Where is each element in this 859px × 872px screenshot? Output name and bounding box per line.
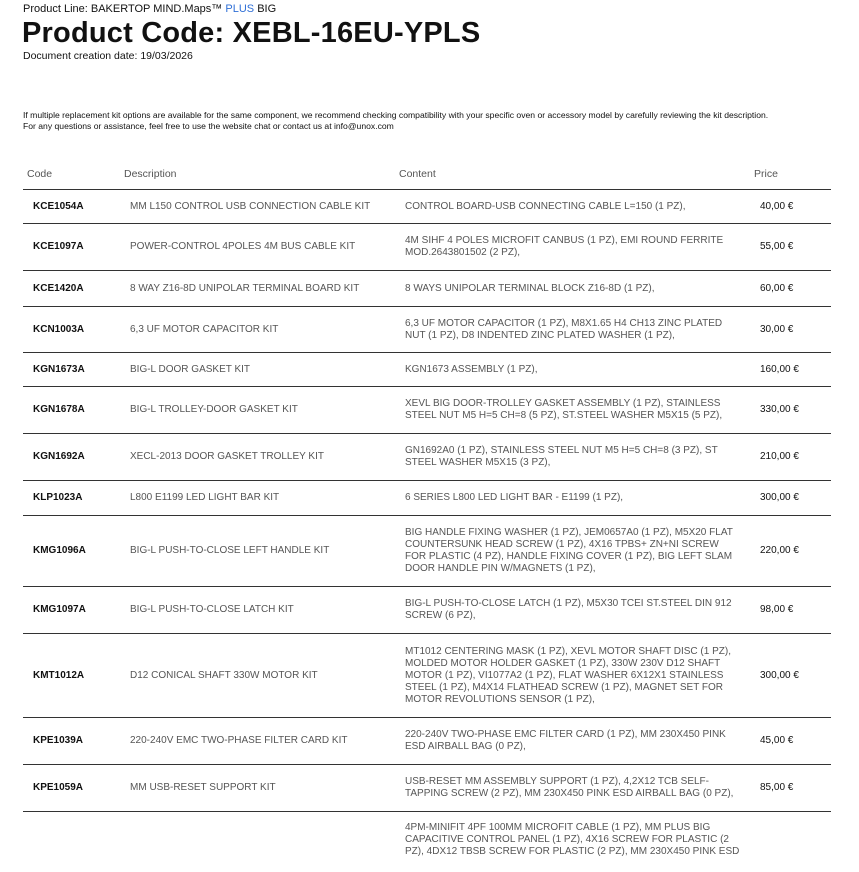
table-row xyxy=(23,516,831,587)
cell-content: KGN1673 ASSEMBLY (1 PZ), xyxy=(405,363,538,375)
table-row xyxy=(23,765,831,812)
product-line-suffix: BIG xyxy=(257,3,277,15)
cell-code: KMG1097A xyxy=(33,604,86,615)
table-row xyxy=(23,271,831,307)
cell-price: 300,00 € xyxy=(760,669,799,681)
notice xyxy=(23,110,843,132)
cell-description: L800 E1199 LED LIGHT BAR KIT xyxy=(130,492,280,503)
table-row xyxy=(23,190,831,224)
column-header-price: Price xyxy=(754,168,778,180)
cell-content: CONTROL BOARD-USB CONNECTING CABLE L=150 (1 PZ), xyxy=(405,200,686,212)
cell-content: 220-240V TWO-PHASE EMC FILTER CARD (1 PZ), MM 230X450 PINK ESD AIRBALL BAG (0 PZ), xyxy=(405,729,726,752)
column-header-description: Description xyxy=(124,168,177,180)
cell-price: 300,00 € xyxy=(760,492,799,503)
cell-description: POWER-CONTROL 4POLES 4M BUS CABLE KIT xyxy=(130,241,356,252)
cell-description: BIG-L DOOR GASKET KIT xyxy=(130,363,251,375)
column-header-code: Code xyxy=(27,168,53,180)
table-row xyxy=(23,224,831,271)
cell-code: KMG1096A xyxy=(33,545,86,556)
cell-price: 160,00 € xyxy=(760,363,799,375)
cell-description: MM L150 CONTROL USB CONNECTION CABLE KIT xyxy=(130,200,371,212)
cell-description: XECL-2013 DOOR GASKET TROLLEY KIT xyxy=(130,451,324,462)
cell-code: KGN1673A xyxy=(33,363,85,375)
cell-code: KPE1039A xyxy=(33,735,84,746)
cell-description: D12 CONICAL SHAFT 330W MOTOR KIT xyxy=(130,669,318,681)
cell-description: BIG-L PUSH-TO-CLOSE LATCH KIT xyxy=(130,604,294,615)
cell-price: 330,00 € xyxy=(760,404,799,415)
cell-price: 98,00 € xyxy=(760,604,794,615)
cell-code: KMT1012A xyxy=(33,669,85,681)
cell-price: 210,00 € xyxy=(760,451,799,462)
cell-code: KLP1023A xyxy=(33,492,83,503)
table-body xyxy=(23,190,831,872)
cell-code: KCE1097A xyxy=(33,241,84,252)
product-line-plus: PLUS xyxy=(225,3,255,15)
cell-description: 8 WAY Z16-8D UNIPOLAR TERMINAL BOARD KIT xyxy=(130,282,360,294)
cell-price: 30,00 € xyxy=(760,323,794,335)
column-header-content: Content xyxy=(399,168,436,180)
table-row xyxy=(23,307,831,353)
cell-content: BIG-L PUSH-TO-CLOSE LATCH (1 PZ), M5X30 TCEI ST.STEEL DIN 912 SCREW (6 PZ), xyxy=(405,598,732,621)
cell-content: MT1012 CENTERING MASK (1 PZ), XEVL MOTOR SHAFT DISC (1 PZ), MOLDED MOTOR HOLDER GASKET (1 PZ), 330W 230V D12 SHAFT MOTOR (1 PZ), VI1077A2 (1 PZ), FLAT WASHER 6X12X1 STAINLESS STEEL (1 PZ), M4X14 FLATHEAD SCREW (1 PZ), MAGNET SET FOR MOTOR REVOLUTIONS SENSOR (1 PZ), xyxy=(405,645,731,705)
cell-content: XEVL BIG DOOR-TROLLEY GASKET ASSEMBLY (1 PZ), STAINLESS STEEL NUT M5 H=5 CH=8 (5 PZ), ST.STEEL WASHER M5X15 (5 PZ), xyxy=(405,398,723,421)
cell-price: 40,00 € xyxy=(760,200,794,212)
table-row xyxy=(23,434,831,481)
cell-price: 55,00 € xyxy=(760,241,794,252)
cell-content: 4M SIHF 4 POLES MICROFIT CANBUS (1 PZ), EMI ROUND FERRITE MOD.2643801502 (2 PZ), xyxy=(405,235,724,258)
product-line-prefix: Product Line: BAKERTOP MIND.Maps™ xyxy=(23,3,223,15)
cell-price: 60,00 € xyxy=(760,282,794,294)
cell-content: 4PM-MINIFIT 4PF 100MM MICROFIT CABLE (1 PZ), MM PLUS BIG CAPACITIVE CONTROL PANEL (1 PZ), 4X16 SCREW FOR PLASTIC (2 PZ), 4DX12 TBSB SCREW FOR PLASTIC (2 PZ), MM 230X450 PINK ESD xyxy=(405,822,740,857)
cell-description: 6,3 UF MOTOR CAPACITOR KIT xyxy=(130,323,279,335)
cell-code: KPE1059A xyxy=(33,782,84,793)
cell-content: 6,3 UF MOTOR CAPACITOR (1 PZ), M8X1.65 H4 CH13 ZINC PLATED NUT (1 PZ), D8 INDENTED ZINC PLATED WASHER (1 PZ), xyxy=(405,317,723,341)
cell-code: KCE1420A xyxy=(33,282,84,294)
kit-table xyxy=(23,165,831,872)
cell-description: MM USB-RESET SUPPORT KIT xyxy=(130,782,276,793)
cell-content: GN1692A0 (1 PZ), STAINLESS STEEL NUT M5 H=5 CH=8 (3 PZ), ST STEEL WASHER M5X15 (3 PZ), xyxy=(405,445,718,468)
cell-price: 85,00 € xyxy=(760,782,794,793)
cell-content: 6 SERIES L800 LED LIGHT BAR - E1199 (1 PZ), xyxy=(405,492,624,503)
cell-description: BIG-L PUSH-TO-CLOSE LEFT HANDLE KIT xyxy=(130,545,330,556)
cell-description: BIG-L TROLLEY-DOOR GASKET KIT xyxy=(130,404,298,415)
table-row xyxy=(23,587,831,634)
table-row xyxy=(23,387,831,434)
cell-code: KCE1054A xyxy=(33,200,84,212)
page-title: Product Code: XEBL-16EU-YPLS xyxy=(22,17,481,49)
table-row xyxy=(23,718,831,765)
table-row xyxy=(23,812,831,872)
cell-price: 45,00 € xyxy=(760,735,794,746)
cell-content: 8 WAYS UNIPOLAR TERMINAL BLOCK Z16-8D (1 PZ), xyxy=(405,282,655,294)
creation-date: Document creation date: 19/03/2026 xyxy=(23,50,193,62)
table-row xyxy=(23,353,831,387)
table-row xyxy=(23,481,831,516)
table-row xyxy=(23,634,831,718)
notice-line-1: If multiple replacement kit options are available for the same component, we recommend checking compatibility with your specific oven or accessory model by carefully reviewing the kit description. xyxy=(23,110,769,120)
notice-line-2: For any questions or assistance, feel free to use the website chat or contact us at info@unox.com xyxy=(23,121,394,131)
cell-content: USB-RESET MM ASSEMBLY SUPPORT (1 PZ), 4,2X12 TCB SELF-TAPPING SCREW (2 PZ), MM 230X450 PINK ESD AIRBALL BAG (0 PZ), xyxy=(405,776,734,799)
table-header xyxy=(23,165,831,190)
cell-code: KGN1692A xyxy=(33,451,85,462)
cell-code: KCN1003A xyxy=(33,323,85,335)
cell-price: 220,00 € xyxy=(760,545,799,556)
cell-description: 220-240V EMC TWO-PHASE FILTER CARD KIT xyxy=(130,735,348,746)
cell-code: KGN1678A xyxy=(33,404,85,415)
cell-content: BIG HANDLE FIXING WASHER (1 PZ), JEM0657A0 (1 PZ), M5X20 FLAT COUNTERSUNK HEAD SCREW (1 PZ), 4X16 TPBS+ ZN+NI SCREW FOR PLASTIC (4 PZ), HANDLE FIXING COVER (1 PZ), BIG LEFT SLAM DOOR HANDLE PIN W/MAGNETS (1 PZ), xyxy=(405,527,733,574)
